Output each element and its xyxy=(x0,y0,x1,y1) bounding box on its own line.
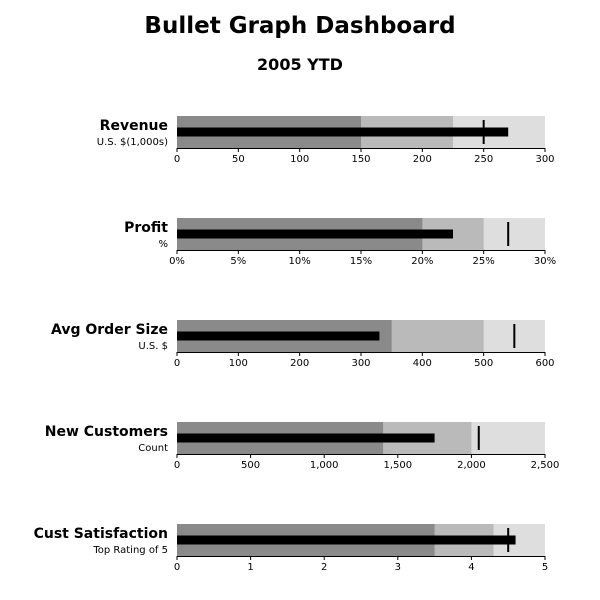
metric-title: New Customers xyxy=(44,424,168,440)
x-tick-label: 0% xyxy=(169,256,185,267)
x-tick-label: 15% xyxy=(349,256,373,267)
x-tick-label: 0 xyxy=(173,460,181,471)
x-tick-label: 100 xyxy=(290,154,310,165)
target-marker xyxy=(483,120,485,144)
x-tick-label: 30% xyxy=(533,256,557,267)
dashboard-subtitle: 2005 YTD xyxy=(257,55,343,74)
x-tick-label: 250 xyxy=(474,154,494,165)
target-marker xyxy=(478,426,480,450)
x-tick-label: 2 xyxy=(321,562,328,573)
x-tick-label: 10% xyxy=(288,256,311,267)
x-tick-label: 500 xyxy=(241,460,261,471)
x-tick-label: 4 xyxy=(468,562,475,573)
metric-subtitle: Count xyxy=(138,443,168,454)
x-tick-label: 1,000 xyxy=(309,460,339,471)
x-tick-label: 2,500 xyxy=(530,460,560,471)
x-tick-label: 0 xyxy=(173,358,181,369)
x-tick-label: 150 xyxy=(351,154,371,165)
x-tick-label: 0 xyxy=(173,562,181,573)
x-tick-label: 5% xyxy=(230,256,247,267)
x-tick-label: 1 xyxy=(247,562,254,573)
target-marker xyxy=(507,222,509,246)
x-tick-label: 50 xyxy=(231,154,245,165)
x-tick-label: 25% xyxy=(472,256,495,267)
x-tick-label: 500 xyxy=(474,358,494,369)
x-tick-label: 3 xyxy=(394,562,401,573)
measure-bar xyxy=(177,332,379,341)
metric-subtitle: U.S. $(1,000s) xyxy=(96,137,168,148)
x-tick-label: 100 xyxy=(228,358,248,369)
target-marker xyxy=(513,324,515,348)
dashboard-title: Bullet Graph Dashboard xyxy=(144,13,456,39)
x-tick-label: 0 xyxy=(173,154,181,165)
x-tick-label: 600 xyxy=(535,358,555,369)
x-tick-label: 300 xyxy=(351,358,371,369)
x-tick-label: 300 xyxy=(535,154,555,165)
x-tick-label: 2,000 xyxy=(457,460,486,471)
metric-subtitle: U.S. $ xyxy=(138,341,168,352)
metric-title: Cust Satisfaction xyxy=(33,526,168,542)
x-tick-label: 200 xyxy=(412,154,432,165)
x-tick-label: 1,500 xyxy=(383,460,413,471)
x-tick-label: 200 xyxy=(290,358,310,369)
target-marker xyxy=(507,528,509,552)
measure-bar xyxy=(177,434,435,443)
x-tick-label: 400 xyxy=(412,358,432,369)
metric-subtitle: % xyxy=(158,239,168,250)
x-tick-label: 20% xyxy=(411,256,434,267)
x-tick-label: 5 xyxy=(541,562,549,573)
metric-subtitle: Top Rating of 5 xyxy=(93,545,168,556)
measure-bar xyxy=(177,128,508,137)
metric-title: Avg Order Size xyxy=(51,322,168,338)
measure-bar xyxy=(177,230,453,239)
measure-bar xyxy=(177,536,516,545)
metric-title: Revenue xyxy=(99,118,168,134)
metric-title: Profit xyxy=(124,220,168,236)
